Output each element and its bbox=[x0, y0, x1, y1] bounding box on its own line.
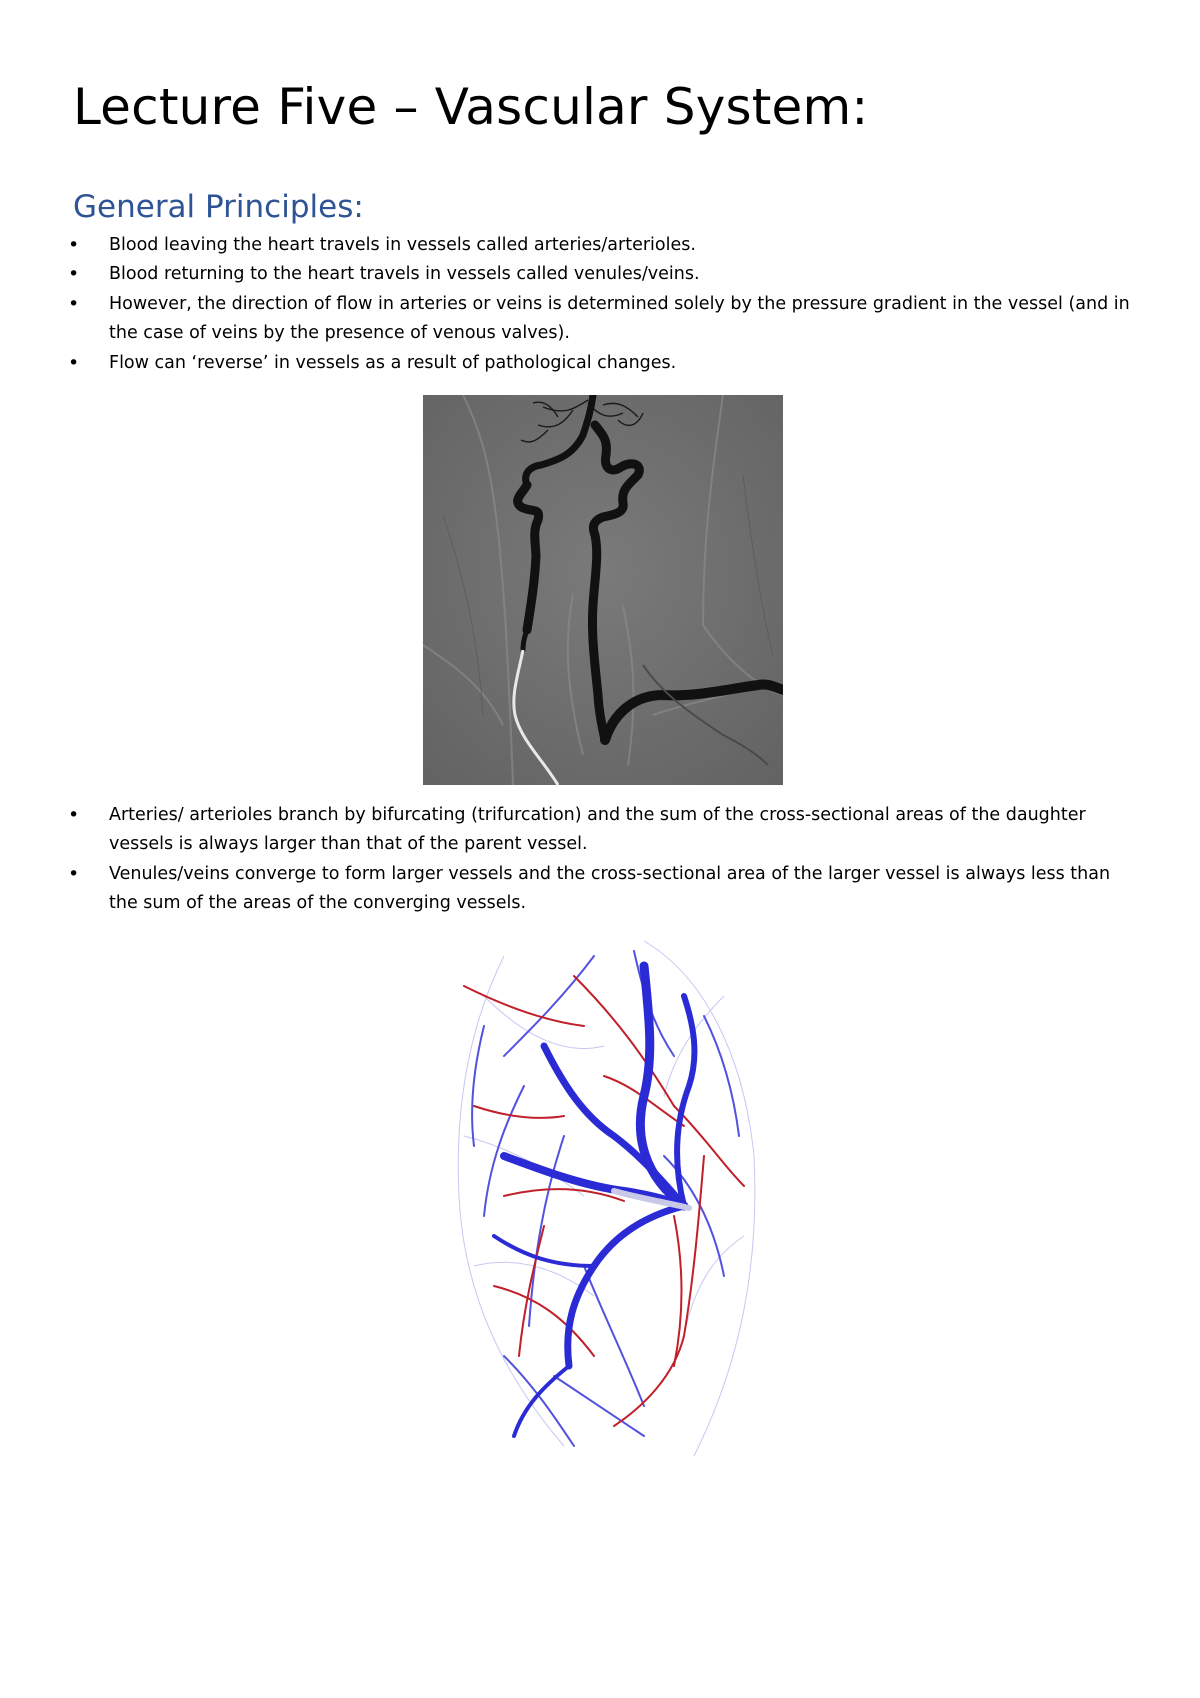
list-item: • Blood leaving the heart travels in vessels called arteries/arterioles. bbox=[0, 231, 1200, 260]
list-item: • Flow can ‘reverse’ in vessels as a result of pathological changes. bbox=[0, 349, 1200, 378]
list-item: • Venules/veins converge to form larger vessels and the cross-sectional area of the larger vessel is always less than the sum of the areas of the converging vessels. bbox=[0, 860, 1200, 919]
bullet-list-branching bbox=[0, 801, 1200, 919]
list-item: • Arteries/ arterioles branch by bifurcating (trifurcation) and the sum of the cross-sectional areas of the daughter vessels is always larger than that of the parent vessel. bbox=[0, 801, 1200, 860]
vascular-network-image bbox=[444, 936, 779, 1463]
list-item: • However, the direction of flow in arteries or veins is determined solely by the pressure gradient in the vessel (and in the case of veins by the presence of venous valves). bbox=[0, 290, 1200, 349]
section-heading: General Principles: bbox=[73, 189, 364, 225]
angiogram-image bbox=[423, 395, 783, 785]
list-item: • Blood returning to the heart travels in vessels called venules/veins. bbox=[0, 260, 1200, 289]
bullet-list-principles bbox=[0, 231, 1200, 378]
page-title: Lecture Five – Vascular System: bbox=[73, 78, 869, 136]
